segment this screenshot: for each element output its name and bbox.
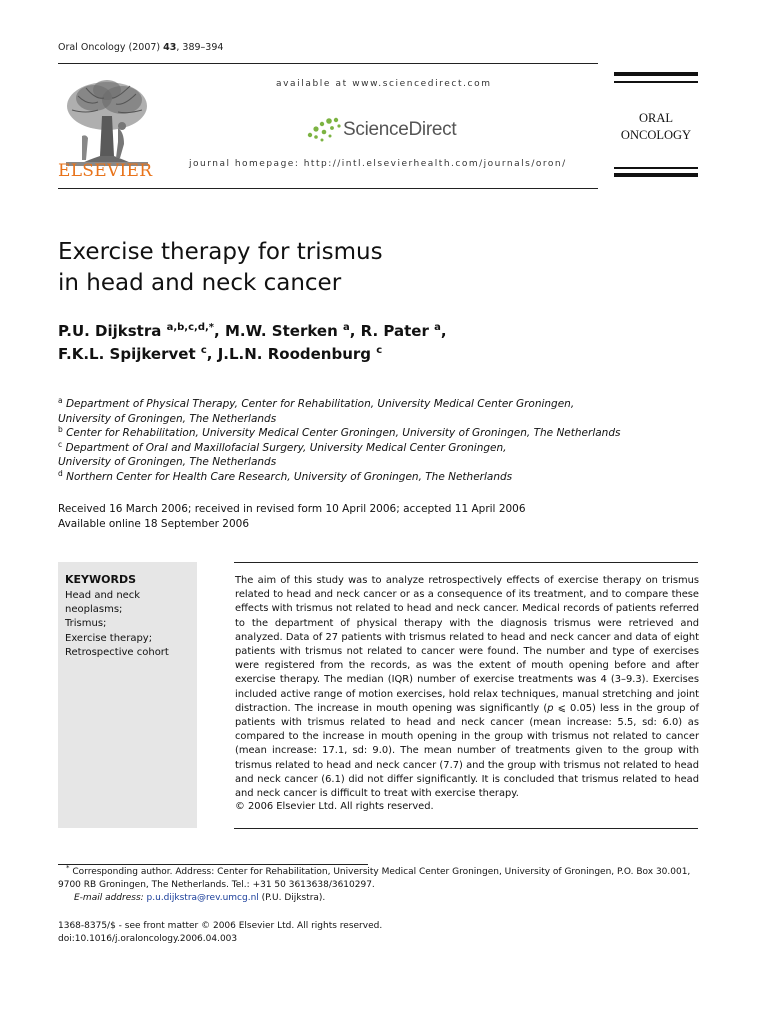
journal-name-line1: ORAL (638, 111, 674, 125)
citation-volume: 43 (163, 42, 177, 53)
email-label: E-mail address: (74, 893, 144, 903)
abstract-copyright: © 2006 Elsevier Ltd. All rights reserved. (235, 801, 434, 812)
issn-doi-block (58, 920, 708, 946)
p-value-symbol: p (547, 702, 554, 714)
available-at-text: available at www.sciencedirect.com (276, 79, 492, 89)
author-list (58, 320, 698, 366)
affiliation: $^d$ Northern Center for Health Care Research, University of Groningen, The Netherlands (58, 468, 513, 483)
citation-pages: , 389–394 (176, 42, 224, 53)
author-affiliation-marker: a,b,c,d,* (166, 322, 215, 333)
abstract-top-rule (234, 562, 698, 563)
abstract-bottom-rule (234, 828, 698, 829)
received-date: Received 16 March 2006; received in revised form 10 April 2006; accepted 11 April 2006 (58, 503, 526, 515)
author-email-link[interactable]: p.u.dijkstra@rev.umcg.nl (146, 893, 259, 903)
header-top-rule (58, 63, 598, 64)
article-title-line2: in head and neck cancer (58, 270, 342, 296)
journal-bar-bottom-thin (614, 167, 698, 169)
keyword-item: Exercise therapy; (65, 632, 153, 644)
author-affiliation-marker: c (376, 345, 383, 356)
sciencedirect-logo-icon (304, 115, 344, 145)
citation-journal: Oral Oncology (2007) (58, 42, 164, 53)
journal-bar-top-thick (614, 72, 698, 76)
keyword-item: Retrospective cohort (65, 646, 169, 658)
affiliation: $^b$ Center for Rehabilitation, University Medical Center Groningen, University of Groningen, The Netherlands (58, 425, 621, 439)
publisher-name: ELSEVIER (58, 161, 153, 181)
author-affiliation-marker: a (343, 322, 350, 333)
affiliation: $^a$ Department of Physical Therapy, Center for Rehabilitation, University Medical Center Groningen, University of Groningen, The Netherlands (58, 396, 575, 425)
journal-name-line2: ONCOLOGY (620, 128, 692, 142)
author-affiliation-marker: a (434, 322, 441, 333)
author: J.L.N. Roodenburg $^c$ (217, 345, 383, 363)
author: P.U. Dijkstra $^{a,b,c,d,*}$, (58, 322, 225, 340)
header-bottom-rule (58, 188, 598, 189)
article-dates (58, 502, 708, 531)
affiliation: $^c$ Department of Oral and Maxillofacial Surgery, University Medical Center Groningen, University of Groningen, The Netherlands (58, 439, 507, 468)
keywords-heading: KEYWORDS (65, 573, 137, 586)
abstract-text: The aim of this study was to analyze retrospectively effects of exercise therapy on trismus related to head and neck cancer or as a consequence of its treatment, and to compare these effects with trismus not related to head and neck cancer. Medical records of patients referred to the department of physical therapy with the diagnosis trismus were retrieved and analyzed. Data of 27 patients with trismus related to head and neck cancer and data of eight patients with trismus not related to cancer were found. The number and type of exercises were registered from the records, as was the extent of mouth opening before and after exercise therapy. The median (IQR) number of exercise treatments was 4 (3–9.3). Exercises included active range of motion exercises, hold relax techniques, manual stretching and joint distraction. The increase in mouth opening was significantly (p ⩽ 0.05) less in the group of patients with trismus related to head and neck cancer (mean increase: 5.5, sd: 6.0) as compared to the increase in mouth opening in the group with trismus not related to cancer (mean increase: 17.1, sd: 9.0). The mean number of treatments given to the group with trismus related to head and neck cancer (7.7) and the group with trismus not related to head and neck cancer (6.1) did not differ significantly. It is concluded that trismus related to head and neck cancer is difficult to treat with exercise therapy. (235, 575, 699, 800)
keywords-list (65, 589, 200, 660)
journal-bar-top-thin (614, 81, 698, 83)
journal-name (614, 110, 698, 144)
doi-line[interactable]: doi:10.1016/j.oraloncology.2006.04.003 (58, 934, 238, 944)
journal-bar-bottom-thick (614, 173, 698, 177)
footnote-rule (58, 864, 368, 865)
available-online-date: Available online 18 September 2006 (58, 517, 250, 530)
corresponding-author-footnote: * Corresponding author. Address: Center for Rehabilitation, University Medical Center Groningen, University of Groningen, P.O. Box 30.001, 9700 RB Groningen, The Netherlands. Tel.: +31 50 3613638/3610297. E-mail address: p.u.dijkstra@rev.umcg.nl (P.U. Dijkstra). (58, 864, 691, 903)
author: F.K.L. Spijkervet $^c$, (58, 345, 218, 363)
sciencedirect-wordmark: ScienceDirect (343, 119, 457, 140)
author: M.W. Sterken $^a$, (224, 322, 361, 340)
article-title (58, 237, 658, 299)
article-title-line1: Exercise therapy for trismus (58, 239, 383, 265)
issn-line: 1368-8375/$ - see front matter © 2006 Elsevier Ltd. All rights reserved. (58, 921, 383, 931)
journal-citation (58, 42, 223, 53)
author-affiliation-marker: c (200, 345, 207, 356)
keyword-item: Head and neck neoplasms; (65, 590, 141, 616)
keyword-item: Trismus; (65, 618, 107, 630)
affiliation-list (58, 397, 708, 484)
journal-homepage-text: journal homepage: http://intl.elsevierhealth.com/journals/oron/ (189, 159, 567, 169)
author: R. Pater $^a$, (360, 322, 447, 340)
